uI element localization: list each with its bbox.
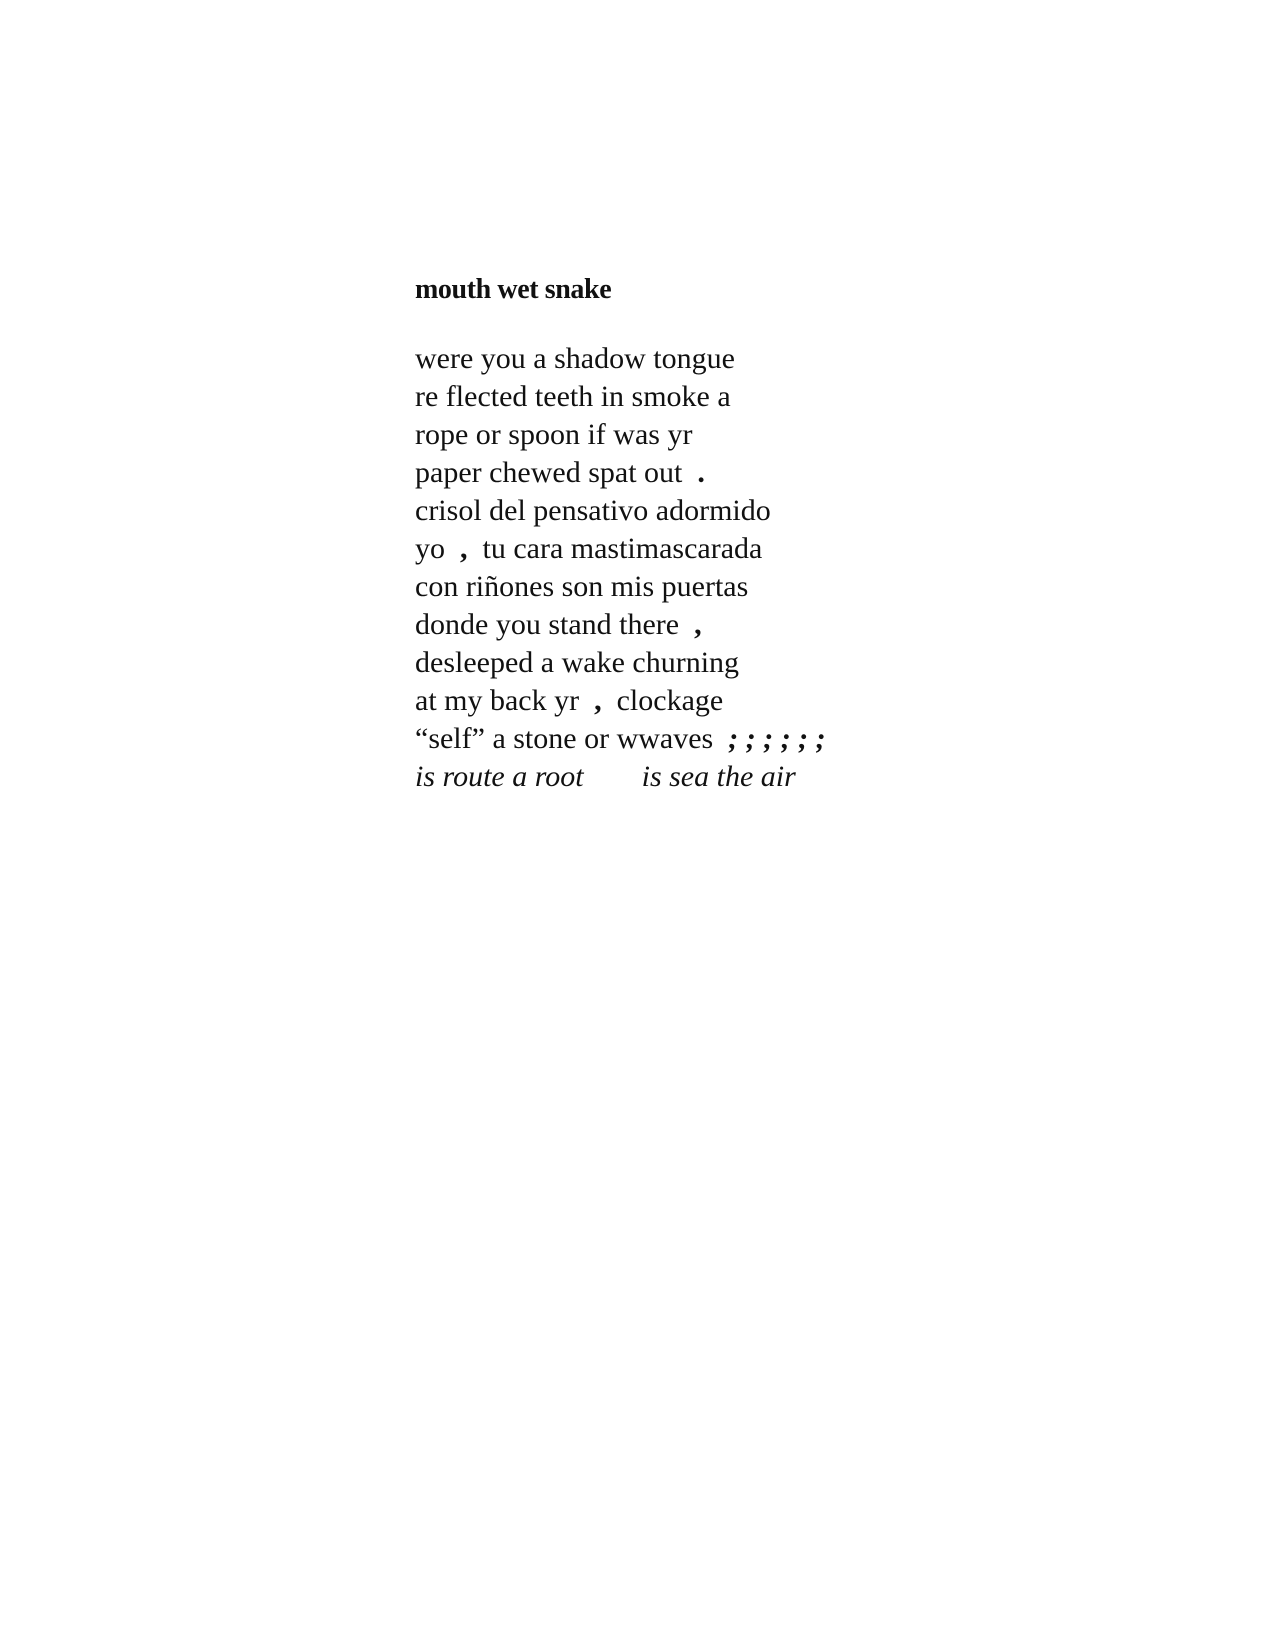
poem-line xyxy=(415,758,975,796)
poem-line-text: desleeped a wake churning xyxy=(415,646,740,679)
poem-title: mouth wet snake xyxy=(415,274,612,305)
poem-line xyxy=(415,416,975,454)
poem-line xyxy=(415,340,975,378)
poem-line-text: “self” a stone or wwaves xyxy=(415,722,729,755)
poem-line xyxy=(415,530,975,568)
poem-line-text: re flected teeth in smoke a xyxy=(415,380,731,413)
poem-line xyxy=(415,492,975,530)
poem-line-text: at my back yr xyxy=(415,684,595,717)
poem-line-text: con riñones son mis puertas xyxy=(415,570,749,603)
poem-body xyxy=(415,340,975,796)
poem-line xyxy=(415,720,975,758)
poem-line-text: yo xyxy=(415,532,460,565)
poem-line xyxy=(415,378,975,416)
poem-punctuation: , xyxy=(460,532,468,565)
poem-line-text: tu cara mastimascarada xyxy=(467,532,763,565)
poem-punctuation: . xyxy=(697,456,705,489)
poem-line-text: crisol del pensativo adormido xyxy=(415,494,771,527)
poem-punctuation: , xyxy=(694,608,702,641)
poem-punctuation: ; ; ; ; ; ; xyxy=(728,722,826,755)
poem-line xyxy=(415,568,975,606)
poem-punctuation: , xyxy=(594,684,602,717)
poem-line-text: is route a root xyxy=(415,760,584,793)
poem-line-text: is sea the air xyxy=(641,760,796,793)
poem-line-text: rope or spoon if was yr xyxy=(415,418,693,451)
poem-line-text: clockage xyxy=(601,684,724,717)
poem-line xyxy=(415,682,975,720)
poem-line xyxy=(415,606,975,644)
poem xyxy=(415,266,975,796)
poem-line xyxy=(415,454,975,492)
poem-line-text: paper chewed spat out xyxy=(415,456,698,489)
poem-line xyxy=(415,644,975,682)
poem-line-text: were you a shadow tongue xyxy=(415,342,735,375)
poem-line-text: donde you stand there xyxy=(415,608,695,641)
